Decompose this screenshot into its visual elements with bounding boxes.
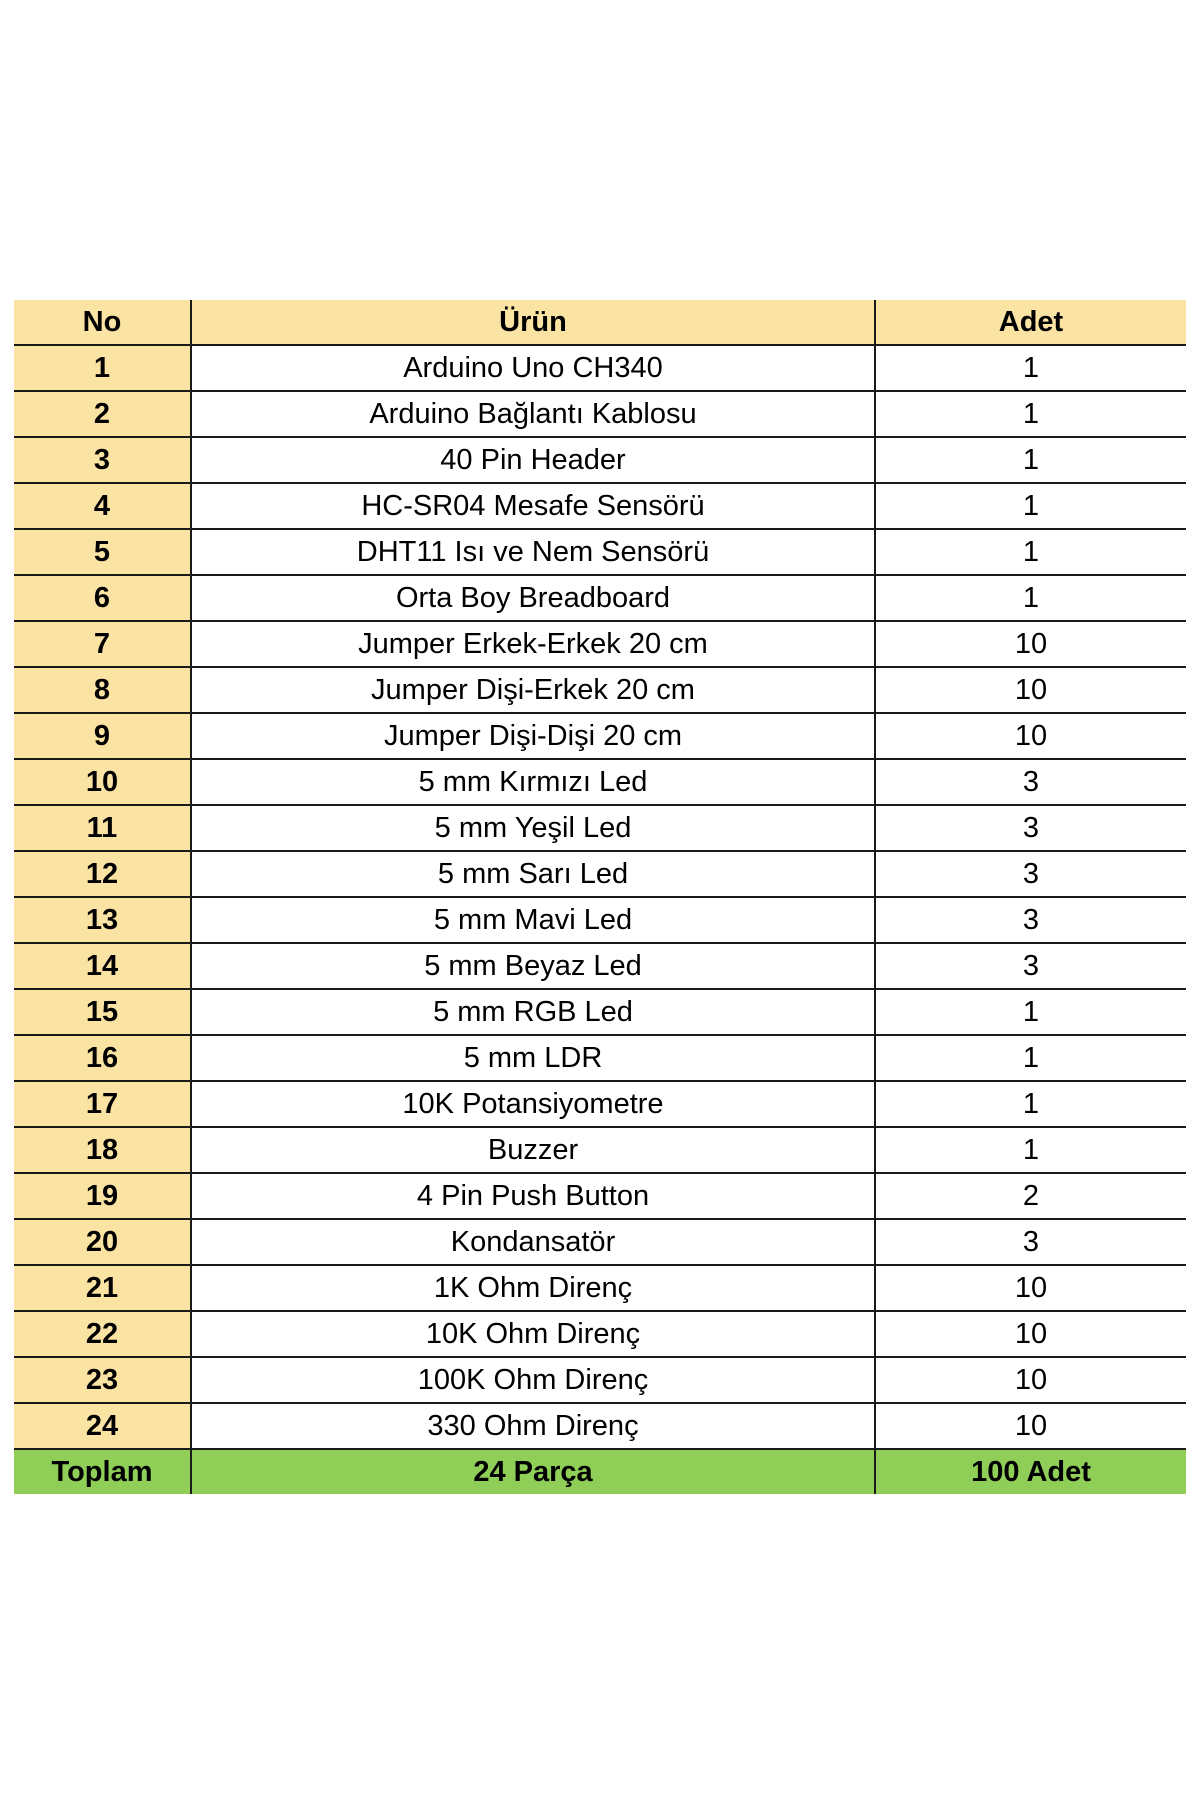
table-header-row [14, 300, 1186, 345]
table-row [14, 805, 1186, 851]
row-no: 17 [14, 1081, 191, 1127]
row-quantity: 1 [875, 483, 1186, 529]
table-row [14, 851, 1186, 897]
row-product: 1K Ohm Direnç [191, 1265, 875, 1311]
row-product: 5 mm LDR [191, 1035, 875, 1081]
row-no: 24 [14, 1403, 191, 1449]
row-product: 5 mm Yeşil Led [191, 805, 875, 851]
row-product: Buzzer [191, 1127, 875, 1173]
row-product: Kondansatör [191, 1219, 875, 1265]
table-row [14, 989, 1186, 1035]
table-row [14, 1219, 1186, 1265]
row-quantity: 1 [875, 437, 1186, 483]
row-no: 9 [14, 713, 191, 759]
table-row [14, 391, 1186, 437]
row-product: Jumper Dişi-Dişi 20 cm [191, 713, 875, 759]
row-product: Arduino Bağlantı Kablosu [191, 391, 875, 437]
row-quantity: 3 [875, 851, 1186, 897]
row-no: 5 [14, 529, 191, 575]
row-quantity: 1 [875, 575, 1186, 621]
table-row [14, 483, 1186, 529]
row-product: 5 mm RGB Led [191, 989, 875, 1035]
row-quantity: 1 [875, 1127, 1186, 1173]
row-quantity: 1 [875, 1035, 1186, 1081]
row-product: 4 Pin Push Button [191, 1173, 875, 1219]
total-parts: 24 Parça [191, 1449, 875, 1494]
row-no: 1 [14, 345, 191, 391]
row-product: 10K Potansiyometre [191, 1081, 875, 1127]
table-row [14, 1265, 1186, 1311]
row-quantity: 1 [875, 391, 1186, 437]
row-quantity: 10 [875, 1311, 1186, 1357]
row-no: 10 [14, 759, 191, 805]
table-row [14, 437, 1186, 483]
table-row [14, 621, 1186, 667]
row-no: 12 [14, 851, 191, 897]
total-row [14, 1449, 1186, 1494]
row-product: 5 mm Beyaz Led [191, 943, 875, 989]
table-row [14, 575, 1186, 621]
row-no: 3 [14, 437, 191, 483]
row-product: Orta Boy Breadboard [191, 575, 875, 621]
row-no: 13 [14, 897, 191, 943]
row-quantity: 3 [875, 759, 1186, 805]
row-product: 5 mm Mavi Led [191, 897, 875, 943]
row-product: Jumper Dişi-Erkek 20 cm [191, 667, 875, 713]
row-no: 8 [14, 667, 191, 713]
row-no: 4 [14, 483, 191, 529]
table-row [14, 1035, 1186, 1081]
row-no: 23 [14, 1357, 191, 1403]
total-label: Toplam [14, 1449, 191, 1494]
row-product: 10K Ohm Direnç [191, 1311, 875, 1357]
row-no: 19 [14, 1173, 191, 1219]
row-product: DHT11 Isı ve Nem Sensörü [191, 529, 875, 575]
row-quantity: 1 [875, 989, 1186, 1035]
row-product: 330 Ohm Direnç [191, 1403, 875, 1449]
row-no: 15 [14, 989, 191, 1035]
row-no: 11 [14, 805, 191, 851]
row-product: 5 mm Sarı Led [191, 851, 875, 897]
table-row [14, 1311, 1186, 1357]
table-row [14, 759, 1186, 805]
row-quantity: 3 [875, 943, 1186, 989]
header-urun: Ürün [191, 300, 875, 345]
row-quantity: 3 [875, 897, 1186, 943]
row-quantity: 1 [875, 345, 1186, 391]
table-row [14, 667, 1186, 713]
row-product: 40 Pin Header [191, 437, 875, 483]
row-product: Arduino Uno CH340 [191, 345, 875, 391]
table-row [14, 943, 1186, 989]
row-product: 5 mm Kırmızı Led [191, 759, 875, 805]
row-quantity: 10 [875, 1265, 1186, 1311]
row-no: 16 [14, 1035, 191, 1081]
row-no: 7 [14, 621, 191, 667]
table-row [14, 1127, 1186, 1173]
row-no: 22 [14, 1311, 191, 1357]
table-row [14, 897, 1186, 943]
row-quantity: 10 [875, 667, 1186, 713]
header-no: No [14, 300, 191, 345]
row-no: 18 [14, 1127, 191, 1173]
row-quantity: 2 [875, 1173, 1186, 1219]
row-no: 6 [14, 575, 191, 621]
row-quantity: 10 [875, 621, 1186, 667]
total-count: 100 Adet [875, 1449, 1186, 1494]
table-row [14, 1403, 1186, 1449]
row-product: 100K Ohm Direnç [191, 1357, 875, 1403]
table-row [14, 1081, 1186, 1127]
table-body [14, 345, 1186, 1449]
row-no: 14 [14, 943, 191, 989]
row-no: 2 [14, 391, 191, 437]
row-quantity: 10 [875, 1357, 1186, 1403]
table-row [14, 345, 1186, 391]
table-row [14, 1173, 1186, 1219]
row-product: Jumper Erkek-Erkek 20 cm [191, 621, 875, 667]
row-quantity: 1 [875, 529, 1186, 575]
header-adet: Adet [875, 300, 1186, 345]
row-no: 21 [14, 1265, 191, 1311]
row-quantity: 1 [875, 1081, 1186, 1127]
row-quantity: 3 [875, 805, 1186, 851]
parts-table [14, 300, 1186, 1494]
row-quantity: 10 [875, 713, 1186, 759]
row-quantity: 3 [875, 1219, 1186, 1265]
table-row [14, 713, 1186, 759]
row-product: HC-SR04 Mesafe Sensörü [191, 483, 875, 529]
row-no: 20 [14, 1219, 191, 1265]
table-row [14, 1357, 1186, 1403]
table-row [14, 529, 1186, 575]
parts-list-sheet [14, 300, 1186, 1494]
row-quantity: 10 [875, 1403, 1186, 1449]
